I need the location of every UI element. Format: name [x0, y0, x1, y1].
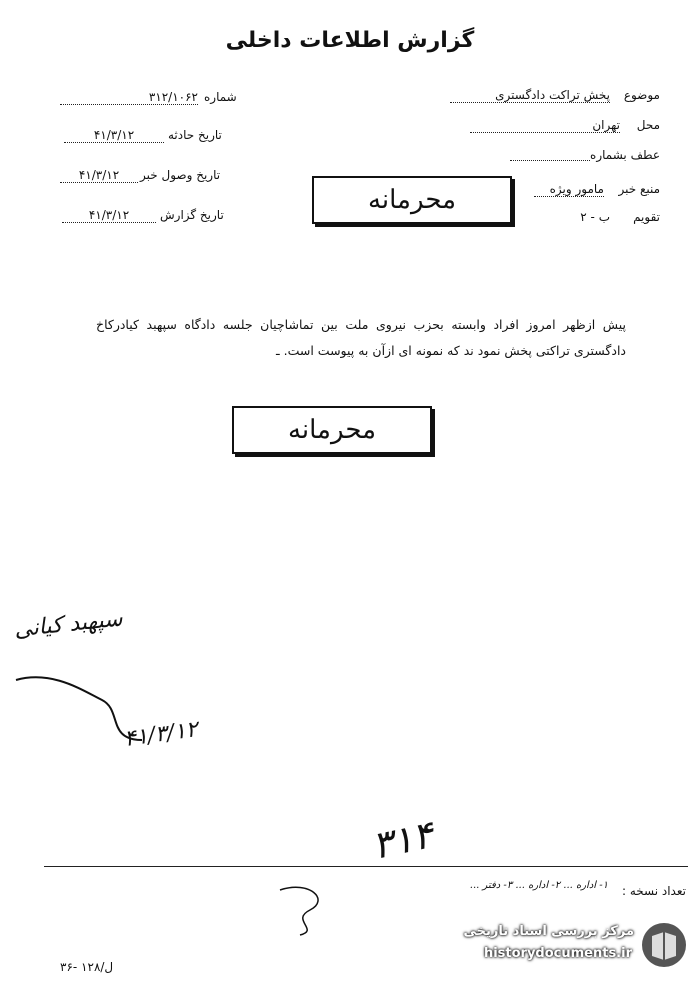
- handwritten-date: ۴۱/۳/۱۲: [122, 716, 200, 753]
- report-body: پیش ازظهر امروز افراد وابسته بحزب نیروی ملت بین تماشاچیان جلسه دادگاه سپهبد کیادرکاخ دادگستری تراکتی پخش نمود ند که نمونه ای ازآن به پیوست است. ـ: [96, 317, 626, 358]
- calendar-label: تقویم: [633, 210, 660, 224]
- document-code: ل/۱۲۸ -۳۶: [60, 960, 114, 974]
- reference-line: [510, 160, 590, 161]
- handwritten-number: ۳۱۴: [368, 812, 438, 868]
- subject-label: موضوع: [623, 88, 660, 102]
- handwritten-scribble-icon: [270, 880, 340, 940]
- subject-value: پخش تراکت دادگستری: [450, 88, 610, 103]
- report-date-label: تاریخ گزارش: [160, 208, 224, 222]
- watermark-name: مرکز بررسی اسناد تاریخی: [463, 924, 634, 939]
- copies-value: ۱- اداره ... ۲- اداره ... ۳- دفتر ...: [469, 880, 608, 891]
- watermark: [424, 916, 692, 974]
- incident-date-label: تاریخ حادثه: [168, 128, 222, 142]
- location-value: تهران: [470, 118, 620, 133]
- source-label: منبع خبر: [618, 182, 660, 196]
- calendar-value: ب - ۲: [580, 210, 610, 224]
- location-label: محل: [636, 118, 660, 132]
- incident-date-value: ۴۱/۳/۱۲: [64, 128, 164, 143]
- report-date-value: ۴۱/۳/۱۲: [62, 208, 156, 223]
- receipt-date-label: تاریخ وصول خبر: [140, 168, 221, 182]
- number-value: ۳۱۲/۱۰۶۲: [60, 90, 198, 105]
- handwritten-note: سپهبد کیانی: [12, 606, 124, 643]
- bottom-rule: [44, 866, 688, 867]
- source-value: مامور ویژه: [534, 182, 604, 197]
- confidential-stamp-middle: محرمانه: [232, 406, 432, 454]
- confidential-stamp-top: محرمانه: [312, 176, 512, 224]
- watermark-logo-icon: [640, 920, 688, 970]
- document-title: گزارش اطلاعات داخلی: [225, 28, 475, 53]
- number-label: شماره: [204, 90, 237, 104]
- reference-label: عطف بشماره: [590, 148, 660, 162]
- watermark-url: historydocuments.ir: [483, 946, 632, 961]
- copies-label: تعداد نسخه :: [621, 884, 686, 898]
- receipt-date-value: ۴۱/۳/۱۲: [60, 168, 138, 183]
